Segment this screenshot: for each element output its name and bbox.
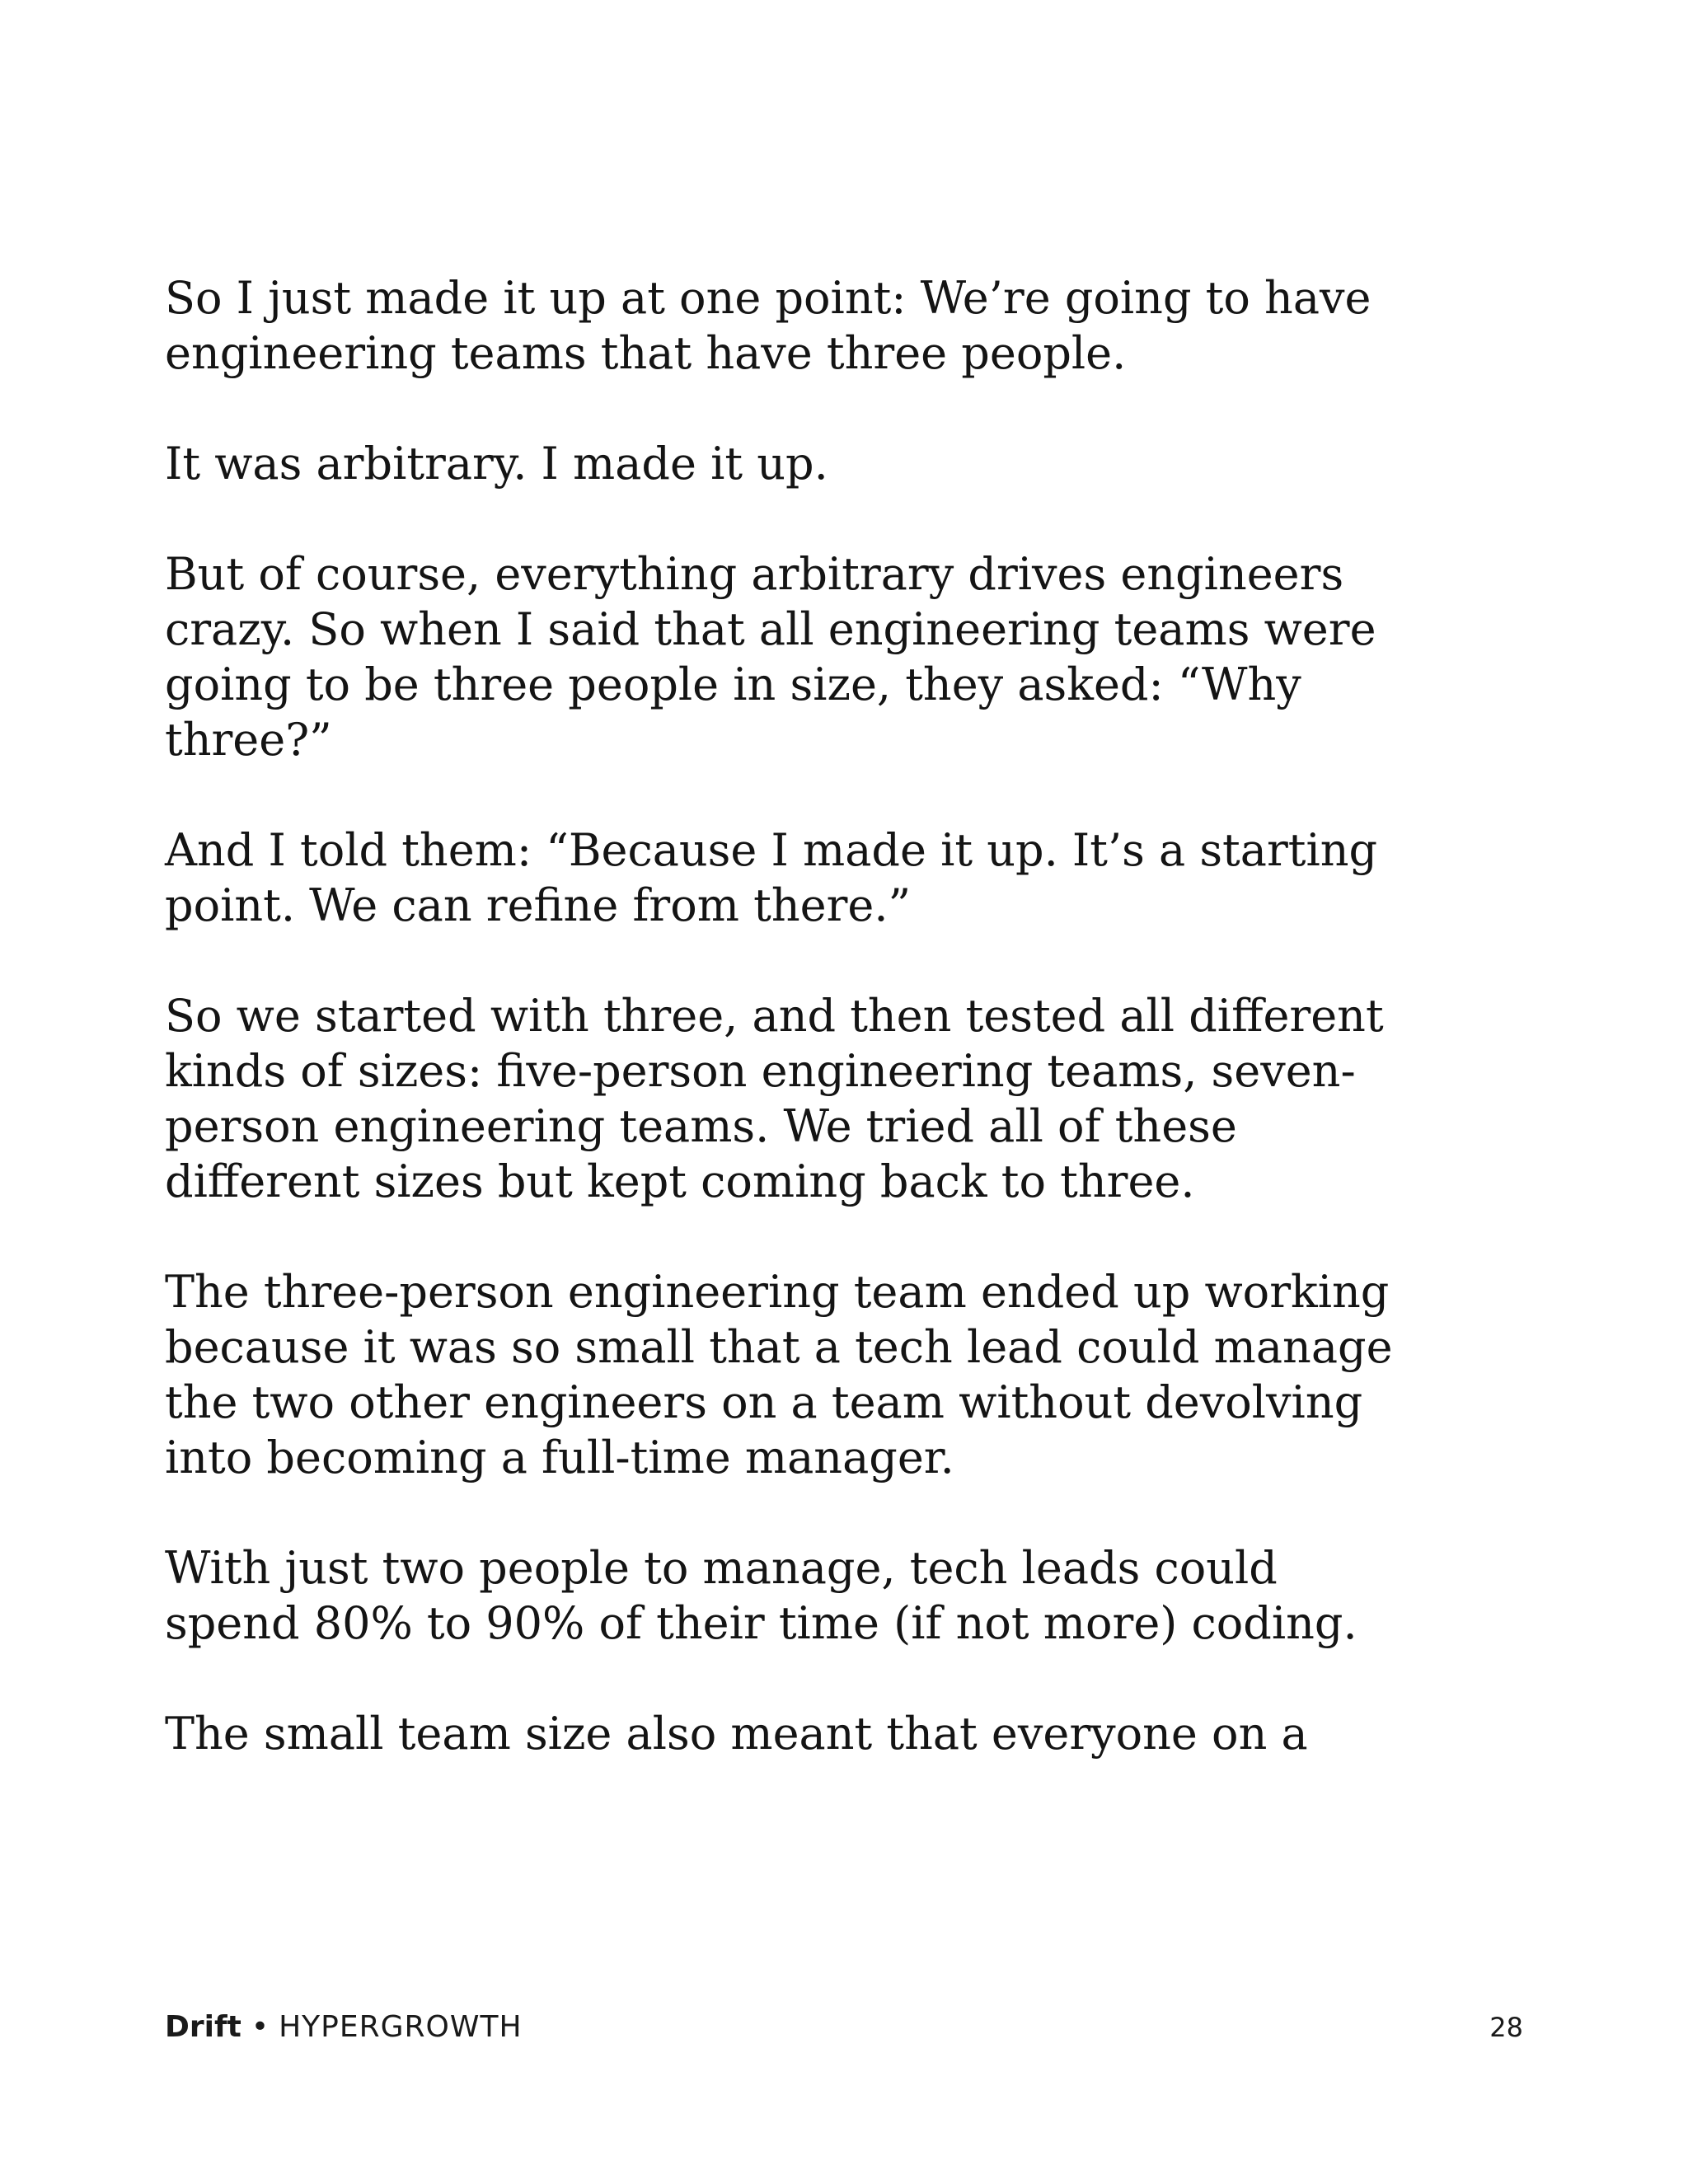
footer-brand: Drift: [165, 2010, 241, 2044]
footer-separator: •: [251, 2010, 270, 2044]
body-text: [165, 270, 1393, 1816]
text-line: So I just made it up at one point: We’re going to have: [165, 272, 1372, 324]
paragraph: [165, 546, 1376, 767]
text-line: kinds of sizes: five-person engineering teams, seven-: [165, 1045, 1356, 1097]
paragraph: [165, 436, 1319, 491]
text-line: into becoming a full-time manager.: [165, 1432, 954, 1483]
text-line: going to be three people in size, they asked: “Why: [165, 658, 1301, 710]
text-line: spend 80% to 90% of their time (if not more) coding.: [165, 1597, 1357, 1649]
text-line: the two other engineers on a team without devolving: [165, 1376, 1363, 1428]
footer-title: HYPERGROWTH: [279, 2010, 523, 2044]
text-line: So we started with three, and then tested all different: [165, 990, 1384, 1042]
text-line: But of course, everything arbitrary drives engineers: [165, 548, 1344, 600]
page-footer: [165, 2009, 523, 2046]
text-line: With just two people to manage, tech leads could: [165, 1542, 1278, 1594]
text-line: crazy. So when I said that all engineering teams were: [165, 603, 1376, 655]
text-line: person engineering teams. We tried all of these: [165, 1100, 1237, 1152]
page-number: 28: [1489, 2012, 1523, 2043]
text-line: engineering teams that have three people.: [165, 327, 1127, 379]
text-line: different sizes but kept coming back to three.: [165, 1155, 1195, 1207]
paragraph: [165, 1706, 1319, 1761]
paragraph: [165, 988, 1384, 1209]
paragraph: [165, 1540, 1357, 1651]
paragraph: [165, 823, 1378, 933]
text-line: point. We can refine from there.”: [165, 879, 912, 931]
text-line: three?”: [165, 714, 332, 766]
text-line: The small team size also meant that everyone on a: [165, 1708, 1308, 1760]
paragraph: [165, 270, 1372, 381]
text-line: And I told them: “Because I made it up. It’s a starting: [165, 824, 1378, 876]
paragraph: [165, 1264, 1393, 1485]
text-line: The three-person engineering team ended up working: [165, 1266, 1390, 1318]
text-line: It was arbitrary. I made it up.: [165, 438, 828, 490]
text-line: because it was so small that a tech lead could manage: [165, 1321, 1393, 1373]
